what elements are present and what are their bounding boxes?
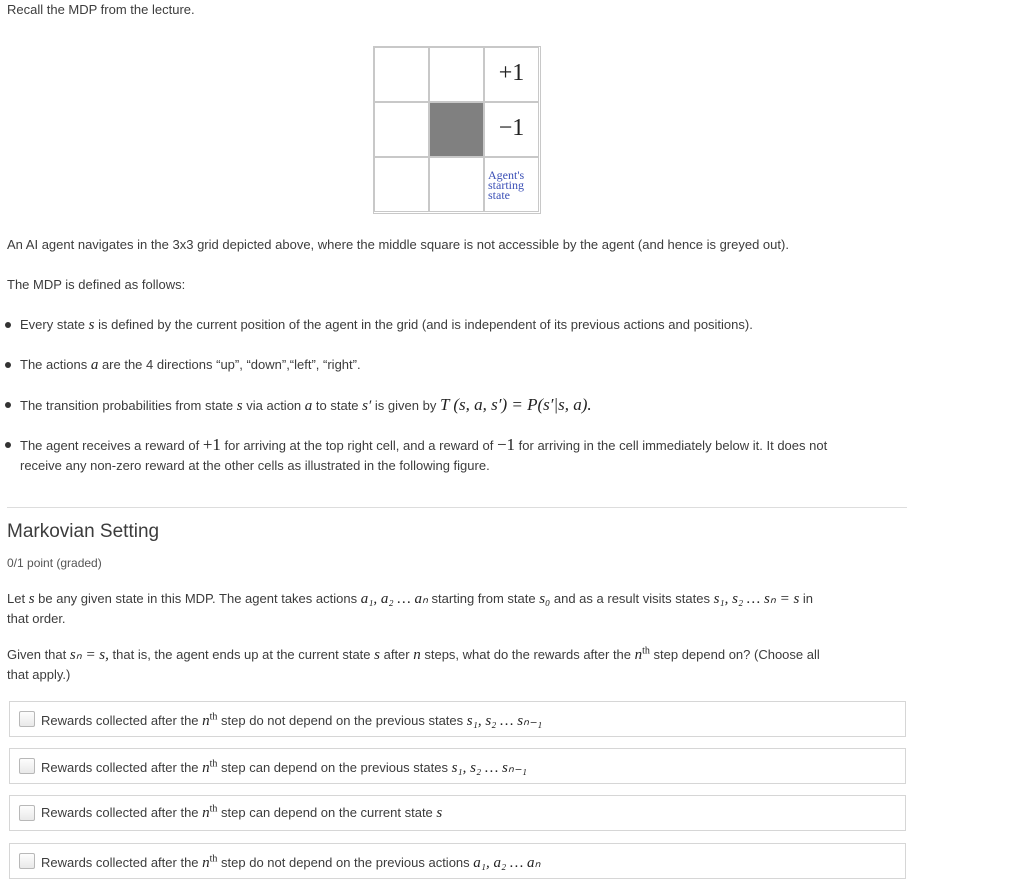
grid-cell-0-0 <box>374 47 429 102</box>
text: are the 4 directions “up”, “down”,“left”, “right”. <box>98 357 361 372</box>
option-3-label[interactable] <box>41 805 442 822</box>
option-1-label[interactable] <box>41 711 542 730</box>
text: to state <box>312 398 363 413</box>
question-line <box>7 589 907 609</box>
math-th: th <box>642 645 650 657</box>
math-actions: a₁, a₂ … aₙ <box>360 591 428 607</box>
math-plus-one: +1 <box>202 435 221 454</box>
text: Let <box>7 591 29 606</box>
grid-cell-2-1 <box>429 157 484 212</box>
option-2-label[interactable] <box>41 758 527 777</box>
math-expression: s₁, s₂ … sₙ₋₁ <box>451 760 527 776</box>
bullet-text-line2: receive any non-zero reward at the other cells as illustrated in the following figure. <box>20 458 490 473</box>
section-title: Markovian Setting <box>7 521 160 542</box>
question-line <box>7 645 907 665</box>
text: Every state <box>20 317 89 332</box>
option-1-checkbox[interactable] <box>19 711 35 727</box>
math-var: s <box>28 591 35 607</box>
grid-description: An AI agent navigates in the 3x3 grid depicted above, where the middle square is not accessible by the agent (and hence is greyed out). <box>7 237 789 252</box>
grid-cell-inaccessible <box>429 102 484 157</box>
text: Rewards collected after the <box>41 855 203 870</box>
grid-cell-0-1 <box>429 47 484 102</box>
start-label-line1: Agent's <box>488 168 525 182</box>
option-2-checkbox[interactable] <box>19 758 35 774</box>
text: step can depend on the current state <box>217 805 437 820</box>
text: step depend on? (Choose all <box>649 647 820 662</box>
option-1[interactable] <box>9 701 906 737</box>
transition-formula: T (s, a, s′) = P(s′|s, a). <box>439 395 592 414</box>
math-n: n <box>413 647 421 663</box>
math-var: s′ <box>362 398 372 414</box>
text: in <box>799 591 814 606</box>
math-expression: s <box>436 805 443 821</box>
question-paragraph-2 <box>7 645 907 684</box>
text: for arriving at the top right cell, and a reward of <box>220 438 497 453</box>
math-var: a <box>90 357 99 373</box>
bullet-dot <box>5 362 11 368</box>
option-4-checkbox[interactable] <box>19 853 35 869</box>
math-th: th <box>209 711 218 723</box>
math-var: s <box>236 398 243 414</box>
text: step do not depend on the previous states <box>217 713 467 728</box>
math-var: s <box>374 647 380 663</box>
bullet-text <box>20 394 592 417</box>
start-label-line2: starting <box>488 178 524 192</box>
grid-cell-1-2 <box>484 102 539 157</box>
text: and as a result visits states <box>550 591 714 606</box>
start-label-line3: state <box>488 188 510 202</box>
reward-minus-one: −1 <box>498 115 525 141</box>
bullet-text <box>20 314 753 336</box>
mdp-grid <box>373 46 541 214</box>
math-n: n <box>634 647 643 663</box>
text: be any given state in this MDP. The agent takes actions <box>34 591 361 606</box>
math-th: th <box>209 803 218 815</box>
math-n: n <box>202 760 210 776</box>
math-minus-one: −1 <box>496 435 516 454</box>
option-4[interactable] <box>9 843 906 879</box>
option-3-checkbox[interactable] <box>19 805 35 821</box>
bullet-dot <box>5 442 11 448</box>
reward-plus-one: +1 <box>498 60 525 86</box>
math-states: s₁, s₂ … sₙ = s <box>713 591 800 607</box>
points-status: 0/1 point (graded) <box>7 556 102 570</box>
bullet-text <box>20 434 827 456</box>
intro-text: Recall the MDP from the lecture. <box>7 2 195 17</box>
text: that is, the agent ends up at the current state <box>108 647 375 662</box>
text: Rewards collected after the <box>41 713 203 728</box>
text: The actions <box>20 357 91 372</box>
text: Rewards collected after the <box>41 805 203 820</box>
text: step do not depend on the previous actions <box>217 855 474 870</box>
text: is given by <box>371 398 440 413</box>
math-var: s <box>88 317 95 333</box>
text: via action <box>242 398 305 413</box>
text: is defined by the current position of the agent in the grid (and is independent of its previous actions and positions). <box>94 317 753 332</box>
option-3[interactable] <box>9 795 906 831</box>
grid-cell-0-2 <box>484 47 539 102</box>
math-expression: a₁, a₂ … aₙ <box>473 855 541 871</box>
text: step can depend on the previous states <box>217 760 452 775</box>
text: steps, what do the rewards after the <box>420 647 635 662</box>
text: Given that <box>7 647 70 662</box>
math-th: th <box>209 758 218 770</box>
grid-cell-start <box>484 157 539 212</box>
question-line-2: that order. <box>7 611 66 626</box>
math-th: th <box>209 853 218 865</box>
text: after <box>379 647 414 662</box>
math-var: a <box>304 398 313 414</box>
start-state-label <box>488 170 524 200</box>
question-line-2: that apply.) <box>7 667 71 682</box>
bullet-dot <box>5 322 11 328</box>
math-n: n <box>202 805 210 821</box>
mdp-intro: The MDP is defined as follows: <box>7 277 186 292</box>
math-n: n <box>202 855 210 871</box>
grid-cell-2-0 <box>374 157 429 212</box>
option-2[interactable] <box>9 748 906 784</box>
text: The transition probabilities from state <box>20 398 237 413</box>
math-expression: s₁, s₂ … sₙ₋₁ <box>466 713 543 729</box>
text: Rewards collected after the <box>41 760 203 775</box>
question-paragraph-1 <box>7 589 907 628</box>
math-s0: s₀ <box>539 591 551 607</box>
math-n: n <box>202 713 210 729</box>
text: for arriving in the cell immediately below it. It does not <box>515 438 828 453</box>
bullet-text <box>20 354 361 376</box>
text: starting from state <box>427 591 540 606</box>
option-4-label[interactable] <box>41 853 541 872</box>
text: The agent receives a reward of <box>20 438 203 453</box>
bullet-dot <box>5 402 11 408</box>
math-sn-eq: sₙ = s, <box>69 647 109 663</box>
grid-cell-1-0 <box>374 102 429 157</box>
section-divider <box>7 507 907 508</box>
